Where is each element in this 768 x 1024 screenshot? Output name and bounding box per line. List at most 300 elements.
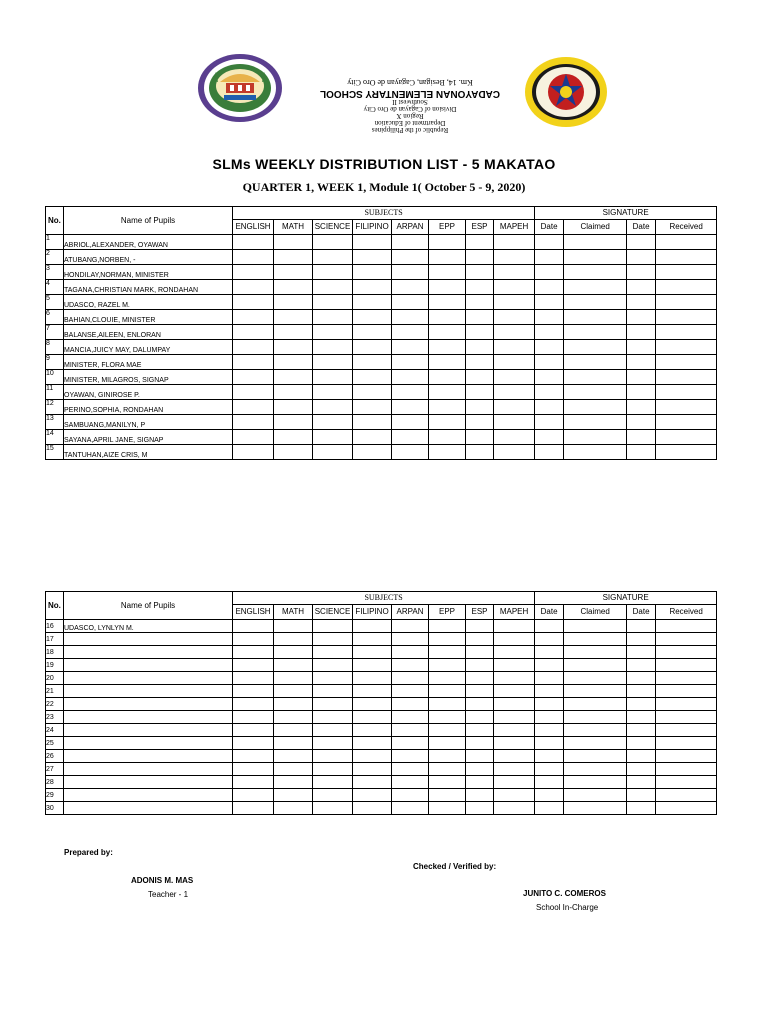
entry-cell[interactable]	[494, 737, 535, 750]
entry-cell[interactable]	[392, 385, 429, 400]
entry-cell[interactable]	[392, 370, 429, 385]
entry-cell[interactable]	[233, 325, 274, 340]
entry-cell[interactable]	[494, 325, 535, 340]
entry-cell[interactable]	[656, 445, 717, 460]
entry-cell[interactable]	[494, 672, 535, 685]
entry-cell[interactable]	[494, 633, 535, 646]
entry-cell[interactable]	[627, 310, 656, 325]
entry-cell[interactable]	[313, 698, 353, 711]
entry-cell[interactable]	[564, 685, 627, 698]
entry-cell[interactable]	[429, 711, 466, 724]
entry-cell[interactable]	[233, 385, 274, 400]
entry-cell[interactable]	[494, 430, 535, 445]
entry-cell[interactable]	[353, 763, 392, 776]
entry-cell[interactable]	[392, 763, 429, 776]
entry-cell[interactable]	[627, 355, 656, 370]
entry-cell[interactable]	[564, 724, 627, 737]
entry-cell[interactable]	[392, 265, 429, 280]
entry-cell[interactable]	[274, 776, 313, 789]
entry-cell[interactable]	[274, 340, 313, 355]
entry-cell[interactable]	[353, 370, 392, 385]
entry-cell[interactable]	[392, 789, 429, 802]
entry-cell[interactable]	[392, 633, 429, 646]
entry-cell[interactable]	[564, 265, 627, 280]
entry-cell[interactable]	[313, 659, 353, 672]
entry-cell[interactable]	[656, 265, 717, 280]
entry-cell[interactable]	[627, 400, 656, 415]
entry-cell[interactable]	[564, 620, 627, 633]
entry-cell[interactable]	[429, 789, 466, 802]
entry-cell[interactable]	[466, 633, 494, 646]
entry-cell[interactable]	[535, 737, 564, 750]
entry-cell[interactable]	[233, 633, 274, 646]
entry-cell[interactable]	[429, 265, 466, 280]
entry-cell[interactable]	[627, 711, 656, 724]
entry-cell[interactable]	[392, 724, 429, 737]
entry-cell[interactable]	[535, 340, 564, 355]
entry-cell[interactable]	[627, 698, 656, 711]
entry-cell[interactable]	[466, 310, 494, 325]
entry-cell[interactable]	[392, 646, 429, 659]
entry-cell[interactable]	[233, 659, 274, 672]
entry-cell[interactable]	[274, 750, 313, 763]
entry-cell[interactable]	[392, 698, 429, 711]
entry-cell[interactable]	[466, 250, 494, 265]
entry-cell[interactable]	[656, 340, 717, 355]
entry-cell[interactable]	[494, 750, 535, 763]
entry-cell[interactable]	[353, 415, 392, 430]
entry-cell[interactable]	[535, 325, 564, 340]
entry-cell[interactable]	[627, 685, 656, 698]
entry-cell[interactable]	[429, 355, 466, 370]
entry-cell[interactable]	[233, 265, 274, 280]
entry-cell[interactable]	[392, 776, 429, 789]
entry-cell[interactable]	[494, 789, 535, 802]
entry-cell[interactable]	[466, 672, 494, 685]
entry-cell[interactable]	[494, 776, 535, 789]
entry-cell[interactable]	[353, 295, 392, 310]
entry-cell[interactable]	[233, 355, 274, 370]
entry-cell[interactable]	[564, 370, 627, 385]
entry-cell[interactable]	[466, 789, 494, 802]
entry-cell[interactable]	[233, 370, 274, 385]
entry-cell[interactable]	[274, 355, 313, 370]
entry-cell[interactable]	[233, 280, 274, 295]
entry-cell[interactable]	[627, 737, 656, 750]
entry-cell[interactable]	[535, 310, 564, 325]
entry-cell[interactable]	[233, 724, 274, 737]
entry-cell[interactable]	[353, 265, 392, 280]
entry-cell[interactable]	[627, 646, 656, 659]
entry-cell[interactable]	[564, 415, 627, 430]
entry-cell[interactable]	[274, 789, 313, 802]
entry-cell[interactable]	[233, 250, 274, 265]
entry-cell[interactable]	[656, 415, 717, 430]
entry-cell[interactable]	[535, 672, 564, 685]
entry-cell[interactable]	[274, 280, 313, 295]
entry-cell[interactable]	[233, 789, 274, 802]
entry-cell[interactable]	[274, 325, 313, 340]
entry-cell[interactable]	[233, 415, 274, 430]
entry-cell[interactable]	[564, 711, 627, 724]
entry-cell[interactable]	[627, 415, 656, 430]
entry-cell[interactable]	[494, 415, 535, 430]
entry-cell[interactable]	[564, 385, 627, 400]
entry-cell[interactable]	[656, 698, 717, 711]
entry-cell[interactable]	[535, 280, 564, 295]
entry-cell[interactable]	[627, 445, 656, 460]
entry-cell[interactable]	[353, 802, 392, 815]
entry-cell[interactable]	[564, 280, 627, 295]
entry-cell[interactable]	[535, 711, 564, 724]
entry-cell[interactable]	[564, 250, 627, 265]
entry-cell[interactable]	[274, 250, 313, 265]
entry-cell[interactable]	[313, 265, 353, 280]
entry-cell[interactable]	[656, 430, 717, 445]
entry-cell[interactable]	[535, 776, 564, 789]
entry-cell[interactable]	[535, 445, 564, 460]
entry-cell[interactable]	[656, 646, 717, 659]
entry-cell[interactable]	[627, 340, 656, 355]
entry-cell[interactable]	[353, 355, 392, 370]
entry-cell[interactable]	[429, 370, 466, 385]
entry-cell[interactable]	[233, 235, 274, 250]
entry-cell[interactable]	[564, 400, 627, 415]
entry-cell[interactable]	[313, 280, 353, 295]
entry-cell[interactable]	[392, 295, 429, 310]
entry-cell[interactable]	[313, 685, 353, 698]
entry-cell[interactable]	[535, 385, 564, 400]
entry-cell[interactable]	[313, 445, 353, 460]
entry-cell[interactable]	[274, 620, 313, 633]
entry-cell[interactable]	[429, 685, 466, 698]
entry-cell[interactable]	[353, 445, 392, 460]
entry-cell[interactable]	[429, 620, 466, 633]
entry-cell[interactable]	[564, 445, 627, 460]
entry-cell[interactable]	[564, 776, 627, 789]
entry-cell[interactable]	[494, 445, 535, 460]
entry-cell[interactable]	[233, 646, 274, 659]
entry-cell[interactable]	[466, 445, 494, 460]
entry-cell[interactable]	[392, 280, 429, 295]
entry-cell[interactable]	[429, 737, 466, 750]
entry-cell[interactable]	[656, 633, 717, 646]
entry-cell[interactable]	[313, 750, 353, 763]
entry-cell[interactable]	[274, 310, 313, 325]
entry-cell[interactable]	[535, 724, 564, 737]
entry-cell[interactable]	[466, 355, 494, 370]
entry-cell[interactable]	[233, 430, 274, 445]
entry-cell[interactable]	[466, 685, 494, 698]
entry-cell[interactable]	[353, 310, 392, 325]
entry-cell[interactable]	[392, 445, 429, 460]
entry-cell[interactable]	[233, 620, 274, 633]
entry-cell[interactable]	[274, 385, 313, 400]
entry-cell[interactable]	[392, 737, 429, 750]
entry-cell[interactable]	[535, 430, 564, 445]
entry-cell[interactable]	[274, 724, 313, 737]
entry-cell[interactable]	[564, 646, 627, 659]
entry-cell[interactable]	[656, 325, 717, 340]
entry-cell[interactable]	[429, 415, 466, 430]
entry-cell[interactable]	[313, 737, 353, 750]
entry-cell[interactable]	[274, 633, 313, 646]
entry-cell[interactable]	[627, 802, 656, 815]
entry-cell[interactable]	[564, 789, 627, 802]
entry-cell[interactable]	[274, 265, 313, 280]
entry-cell[interactable]	[274, 370, 313, 385]
entry-cell[interactable]	[535, 400, 564, 415]
entry-cell[interactable]	[353, 789, 392, 802]
entry-cell[interactable]	[429, 340, 466, 355]
entry-cell[interactable]	[564, 310, 627, 325]
entry-cell[interactable]	[564, 633, 627, 646]
entry-cell[interactable]	[353, 325, 392, 340]
entry-cell[interactable]	[392, 250, 429, 265]
entry-cell[interactable]	[429, 235, 466, 250]
entry-cell[interactable]	[429, 430, 466, 445]
entry-cell[interactable]	[392, 685, 429, 698]
entry-cell[interactable]	[564, 430, 627, 445]
entry-cell[interactable]	[313, 340, 353, 355]
entry-cell[interactable]	[274, 646, 313, 659]
entry-cell[interactable]	[392, 620, 429, 633]
entry-cell[interactable]	[353, 620, 392, 633]
entry-cell[interactable]	[494, 698, 535, 711]
entry-cell[interactable]	[656, 370, 717, 385]
entry-cell[interactable]	[656, 789, 717, 802]
entry-cell[interactable]	[429, 698, 466, 711]
entry-cell[interactable]	[392, 415, 429, 430]
entry-cell[interactable]	[353, 750, 392, 763]
entry-cell[interactable]	[392, 430, 429, 445]
entry-cell[interactable]	[656, 685, 717, 698]
entry-cell[interactable]	[656, 724, 717, 737]
entry-cell[interactable]	[535, 802, 564, 815]
entry-cell[interactable]	[627, 633, 656, 646]
entry-cell[interactable]	[535, 685, 564, 698]
entry-cell[interactable]	[627, 325, 656, 340]
entry-cell[interactable]	[494, 802, 535, 815]
entry-cell[interactable]	[274, 802, 313, 815]
entry-cell[interactable]	[466, 415, 494, 430]
entry-cell[interactable]	[429, 385, 466, 400]
entry-cell[interactable]	[494, 265, 535, 280]
entry-cell[interactable]	[494, 295, 535, 310]
entry-cell[interactable]	[429, 659, 466, 672]
entry-cell[interactable]	[466, 711, 494, 724]
entry-cell[interactable]	[313, 776, 353, 789]
entry-cell[interactable]	[627, 620, 656, 633]
entry-cell[interactable]	[466, 340, 494, 355]
entry-cell[interactable]	[564, 659, 627, 672]
entry-cell[interactable]	[392, 750, 429, 763]
entry-cell[interactable]	[627, 789, 656, 802]
entry-cell[interactable]	[274, 737, 313, 750]
entry-cell[interactable]	[656, 280, 717, 295]
entry-cell[interactable]	[466, 235, 494, 250]
entry-cell[interactable]	[353, 280, 392, 295]
entry-cell[interactable]	[494, 620, 535, 633]
entry-cell[interactable]	[494, 659, 535, 672]
entry-cell[interactable]	[429, 633, 466, 646]
entry-cell[interactable]	[429, 325, 466, 340]
entry-cell[interactable]	[313, 235, 353, 250]
entry-cell[interactable]	[466, 802, 494, 815]
entry-cell[interactable]	[656, 355, 717, 370]
entry-cell[interactable]	[392, 659, 429, 672]
entry-cell[interactable]	[274, 430, 313, 445]
entry-cell[interactable]	[274, 763, 313, 776]
entry-cell[interactable]	[429, 400, 466, 415]
entry-cell[interactable]	[233, 750, 274, 763]
entry-cell[interactable]	[535, 750, 564, 763]
entry-cell[interactable]	[233, 802, 274, 815]
entry-cell[interactable]	[494, 250, 535, 265]
entry-cell[interactable]	[429, 310, 466, 325]
entry-cell[interactable]	[392, 400, 429, 415]
entry-cell[interactable]	[274, 445, 313, 460]
entry-cell[interactable]	[466, 776, 494, 789]
entry-cell[interactable]	[627, 672, 656, 685]
entry-cell[interactable]	[656, 711, 717, 724]
entry-cell[interactable]	[313, 310, 353, 325]
entry-cell[interactable]	[535, 265, 564, 280]
entry-cell[interactable]	[564, 763, 627, 776]
entry-cell[interactable]	[392, 711, 429, 724]
entry-cell[interactable]	[535, 763, 564, 776]
entry-cell[interactable]	[627, 280, 656, 295]
entry-cell[interactable]	[564, 737, 627, 750]
entry-cell[interactable]	[353, 724, 392, 737]
entry-cell[interactable]	[656, 620, 717, 633]
entry-cell[interactable]	[429, 750, 466, 763]
entry-cell[interactable]	[466, 430, 494, 445]
entry-cell[interactable]	[535, 355, 564, 370]
entry-cell[interactable]	[627, 750, 656, 763]
entry-cell[interactable]	[535, 789, 564, 802]
entry-cell[interactable]	[313, 646, 353, 659]
entry-cell[interactable]	[274, 295, 313, 310]
entry-cell[interactable]	[494, 370, 535, 385]
entry-cell[interactable]	[494, 685, 535, 698]
entry-cell[interactable]	[353, 633, 392, 646]
entry-cell[interactable]	[627, 295, 656, 310]
entry-cell[interactable]	[656, 763, 717, 776]
entry-cell[interactable]	[274, 685, 313, 698]
entry-cell[interactable]	[564, 355, 627, 370]
entry-cell[interactable]	[466, 280, 494, 295]
entry-cell[interactable]	[313, 672, 353, 685]
entry-cell[interactable]	[656, 295, 717, 310]
entry-cell[interactable]	[233, 685, 274, 698]
entry-cell[interactable]	[392, 672, 429, 685]
entry-cell[interactable]	[656, 802, 717, 815]
entry-cell[interactable]	[353, 776, 392, 789]
entry-cell[interactable]	[564, 698, 627, 711]
entry-cell[interactable]	[494, 355, 535, 370]
entry-cell[interactable]	[535, 633, 564, 646]
entry-cell[interactable]	[466, 698, 494, 711]
entry-cell[interactable]	[353, 659, 392, 672]
entry-cell[interactable]	[564, 340, 627, 355]
entry-cell[interactable]	[627, 370, 656, 385]
entry-cell[interactable]	[535, 698, 564, 711]
entry-cell[interactable]	[233, 711, 274, 724]
entry-cell[interactable]	[494, 235, 535, 250]
entry-cell[interactable]	[353, 385, 392, 400]
entry-cell[interactable]	[313, 620, 353, 633]
entry-cell[interactable]	[274, 235, 313, 250]
entry-cell[interactable]	[656, 235, 717, 250]
entry-cell[interactable]	[466, 750, 494, 763]
entry-cell[interactable]	[494, 310, 535, 325]
entry-cell[interactable]	[353, 698, 392, 711]
entry-cell[interactable]	[233, 763, 274, 776]
entry-cell[interactable]	[313, 430, 353, 445]
entry-cell[interactable]	[233, 295, 274, 310]
entry-cell[interactable]	[313, 370, 353, 385]
entry-cell[interactable]	[535, 646, 564, 659]
entry-cell[interactable]	[392, 355, 429, 370]
entry-cell[interactable]	[627, 265, 656, 280]
entry-cell[interactable]	[233, 310, 274, 325]
entry-cell[interactable]	[274, 672, 313, 685]
entry-cell[interactable]	[494, 400, 535, 415]
entry-cell[interactable]	[466, 370, 494, 385]
entry-cell[interactable]	[353, 235, 392, 250]
entry-cell[interactable]	[494, 724, 535, 737]
entry-cell[interactable]	[392, 235, 429, 250]
entry-cell[interactable]	[564, 672, 627, 685]
entry-cell[interactable]	[313, 325, 353, 340]
entry-cell[interactable]	[656, 750, 717, 763]
entry-cell[interactable]	[535, 620, 564, 633]
entry-cell[interactable]	[466, 400, 494, 415]
entry-cell[interactable]	[466, 325, 494, 340]
entry-cell[interactable]	[535, 235, 564, 250]
entry-cell[interactable]	[656, 776, 717, 789]
entry-cell[interactable]	[656, 659, 717, 672]
entry-cell[interactable]	[627, 763, 656, 776]
entry-cell[interactable]	[429, 280, 466, 295]
entry-cell[interactable]	[233, 698, 274, 711]
entry-cell[interactable]	[627, 659, 656, 672]
entry-cell[interactable]	[274, 711, 313, 724]
entry-cell[interactable]	[429, 763, 466, 776]
entry-cell[interactable]	[353, 672, 392, 685]
entry-cell[interactable]	[353, 646, 392, 659]
entry-cell[interactable]	[627, 724, 656, 737]
entry-cell[interactable]	[564, 802, 627, 815]
entry-cell[interactable]	[656, 737, 717, 750]
entry-cell[interactable]	[656, 400, 717, 415]
entry-cell[interactable]	[313, 355, 353, 370]
entry-cell[interactable]	[353, 340, 392, 355]
entry-cell[interactable]	[494, 340, 535, 355]
entry-cell[interactable]	[627, 235, 656, 250]
entry-cell[interactable]	[466, 265, 494, 280]
entry-cell[interactable]	[392, 310, 429, 325]
entry-cell[interactable]	[494, 385, 535, 400]
entry-cell[interactable]	[535, 415, 564, 430]
entry-cell[interactable]	[313, 400, 353, 415]
entry-cell[interactable]	[313, 295, 353, 310]
entry-cell[interactable]	[313, 633, 353, 646]
entry-cell[interactable]	[494, 763, 535, 776]
entry-cell[interactable]	[564, 325, 627, 340]
entry-cell[interactable]	[466, 737, 494, 750]
